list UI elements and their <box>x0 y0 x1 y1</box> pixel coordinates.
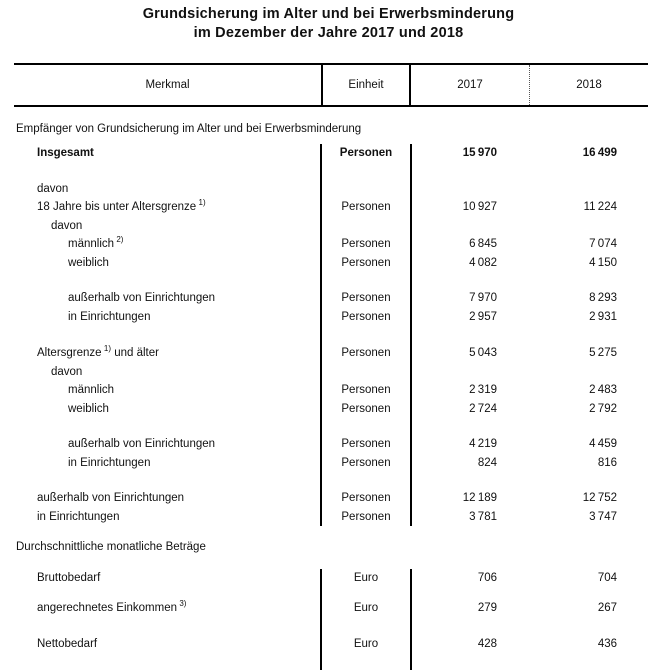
row-unit: Euro <box>353 638 379 651</box>
value-2018: 3 747 <box>589 510 617 523</box>
row-unit: Personen <box>341 384 391 397</box>
value-2017: 4 082 <box>469 256 497 269</box>
footnote-ref: 2) <box>116 235 124 245</box>
row-label: weiblich <box>68 256 109 269</box>
row-unit: Personen <box>341 510 391 523</box>
row-unit: Personen <box>341 438 391 451</box>
table-row <box>0 254 657 273</box>
column-header-merkmal: Merkmal <box>145 79 190 91</box>
column-header-einheit: Einheit <box>321 65 411 105</box>
row-spacer <box>0 418 657 435</box>
row-unit: Personen <box>341 256 391 269</box>
value-2017: 6 845 <box>469 238 497 251</box>
value-2018: 16 499 <box>582 147 617 160</box>
value-2017: 12 189 <box>462 492 497 505</box>
value-2017: 428 <box>477 638 497 651</box>
row-unit: Personen <box>341 492 391 505</box>
row-spacer <box>0 617 657 635</box>
row-spacer <box>0 272 657 289</box>
value-2018: 267 <box>597 601 617 614</box>
table-row <box>0 363 657 382</box>
value-2018: 816 <box>597 456 617 469</box>
column-divider <box>410 569 412 670</box>
row-label: in Einrichtungen <box>37 510 120 523</box>
value-2018: 2 931 <box>589 310 617 323</box>
value-2017: 2 957 <box>469 310 497 323</box>
value-2018: 8 293 <box>589 292 617 305</box>
row-label: 18 Jahre bis unter Altersgrenze $^{1)}$ <box>37 198 206 214</box>
table-row <box>0 308 657 327</box>
row-label: außerhalb von Einrichtungen <box>68 438 216 451</box>
row-unit: Personen <box>341 292 391 305</box>
value-2017: 15 970 <box>462 147 497 160</box>
value-2018: 704 <box>597 572 617 585</box>
row-spacer <box>0 588 657 599</box>
row-spacer <box>0 163 657 180</box>
value-2017: 2 724 <box>469 402 497 415</box>
value-2017: 3 781 <box>469 510 497 523</box>
row-spacer <box>0 326 657 344</box>
value-2018: 436 <box>597 638 617 651</box>
value-2018: 4 459 <box>589 438 617 451</box>
value-2017: 10 927 <box>462 201 497 214</box>
value-2018: 2 792 <box>589 402 617 415</box>
table-row <box>0 344 657 363</box>
value-2017: 706 <box>477 572 497 585</box>
footnote-ref: 3) <box>179 598 187 608</box>
value-2017: 7 970 <box>469 292 497 305</box>
row-label: in Einrichtungen <box>68 310 151 323</box>
table-row <box>0 599 657 618</box>
column-header-2018: 2018 <box>529 65 648 105</box>
value-2017: 279 <box>477 601 497 614</box>
footnote-ref: 1) <box>103 344 111 354</box>
section-heading-empfaenger: Empfänger von Grundsicherung im Alter und bei Erwerbsminderung <box>16 123 362 135</box>
row-unit: Euro <box>353 572 379 585</box>
row-unit: Euro <box>353 601 379 614</box>
table-body-block-2 <box>0 569 657 670</box>
value-2017: 5 043 <box>469 347 497 360</box>
page-title-line2: im Dezember der Jahre 2017 und 2018 <box>193 25 464 41</box>
table-row <box>0 400 657 419</box>
value-2018: 5 275 <box>589 347 617 360</box>
row-label: außerhalb von Einrichtungen <box>68 292 216 305</box>
page-title-line1: Grundsicherung im Alter und bei Erwerbsminderung <box>142 6 515 22</box>
value-2018: 7 074 <box>589 238 617 251</box>
row-label: außerhalb von Einrichtungen <box>37 492 185 505</box>
row-unit: Personen <box>341 347 391 360</box>
value-2018: 4 150 <box>589 256 617 269</box>
value-2017: 2 319 <box>469 384 497 397</box>
table-body-block-1 <box>0 144 657 526</box>
row-unit: Personen <box>341 310 391 323</box>
row-label: männlich $^{2)}$ <box>68 235 124 251</box>
table-row <box>0 235 657 254</box>
table-row <box>0 144 657 163</box>
row-spacer <box>0 472 657 489</box>
column-header-2017: 2017 <box>457 79 483 91</box>
row-unit: Personen <box>339 147 393 160</box>
row-label: davon <box>37 182 69 195</box>
row-label: davon <box>51 365 83 378</box>
table-row <box>0 198 657 217</box>
row-unit: Personen <box>341 201 391 214</box>
row-unit: Personen <box>341 456 391 469</box>
section-heading-betraege: Durchschnittliche monatliche Beträge <box>16 541 206 553</box>
row-unit: Personen <box>341 402 391 415</box>
footnote-ref: 1) <box>198 198 206 208</box>
table-row <box>0 289 657 308</box>
table-row <box>0 635 657 654</box>
table-row <box>0 489 657 508</box>
row-label: davon <box>51 219 83 232</box>
row-label: Bruttobedarf <box>37 572 101 585</box>
row-label: angerechnetes Einkommen $^{3)}$ <box>37 598 187 614</box>
value-2018: 2 483 <box>589 384 617 397</box>
column-divider <box>410 144 412 526</box>
table-row <box>0 454 657 473</box>
table-row <box>0 180 657 199</box>
row-label: weiblich <box>68 402 109 415</box>
table-row <box>0 435 657 454</box>
page-title <box>0 0 657 43</box>
value-2017: 824 <box>477 456 497 469</box>
table-row <box>0 381 657 400</box>
column-divider <box>320 569 322 670</box>
row-label: Altersgrenze $^{1)}$ und älter <box>37 344 159 360</box>
row-unit: Personen <box>341 238 391 251</box>
value-2018: 12 752 <box>582 492 617 505</box>
column-divider <box>320 144 322 526</box>
table-row <box>0 569 657 588</box>
table-row <box>0 508 657 527</box>
row-label: in Einrichtungen <box>68 456 151 469</box>
value-2017: 4 219 <box>469 438 497 451</box>
row-label: Insgesamt <box>37 147 94 160</box>
row-label: männlich <box>68 384 115 397</box>
table-row <box>0 217 657 236</box>
table-header <box>14 63 648 107</box>
value-2018: 11 224 <box>583 201 617 214</box>
row-label: Nettobedarf <box>37 638 98 651</box>
